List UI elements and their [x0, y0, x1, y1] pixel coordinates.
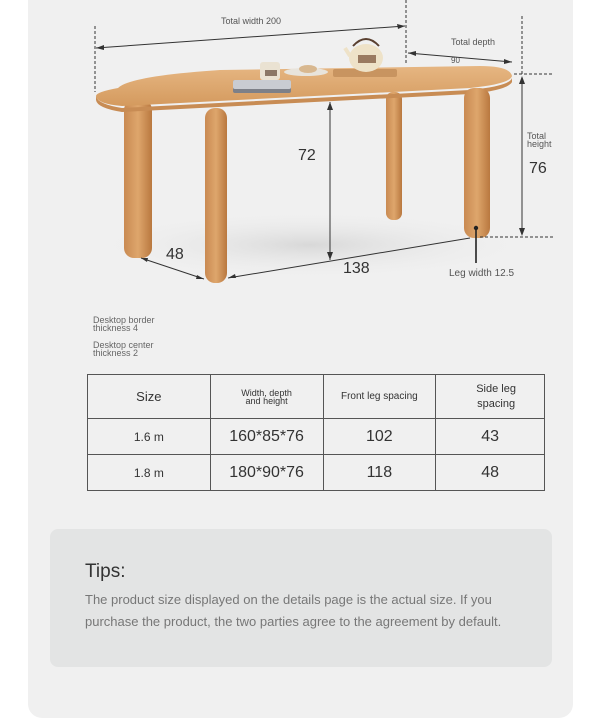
leg-height-value: 72 [298, 147, 316, 164]
total-height-value: 76 [529, 160, 547, 177]
tips-text: The product size displayed on the details page is the actual size. If you purchase the product, the two parties agree to the agreement by default. [85, 592, 502, 629]
cell-side-leg-spacing: 43 [436, 419, 545, 455]
header-size: Size [88, 375, 211, 419]
back-right-leg [386, 92, 402, 220]
front-left-leg [205, 108, 227, 283]
desktop-border-line2: thickness 4 [93, 323, 139, 333]
cell-front-leg-spacing: 102 [323, 419, 436, 455]
table-header-row [88, 375, 545, 419]
total-width-label: Total width 200 [221, 16, 282, 26]
tips-box [50, 529, 552, 667]
front-leg-spacing-value: 138 [343, 260, 370, 277]
desktop-center-note [93, 341, 154, 357]
header-side-leg-spacing [436, 375, 545, 419]
back-left-leg [124, 100, 152, 258]
header-dimensions [210, 375, 323, 419]
cell-dimensions: 160*85*76 [210, 419, 323, 455]
header-front-leg-spacing: Front leg spacing [323, 375, 436, 419]
tips-title: Tips: [85, 561, 126, 582]
desktop-border-note [93, 316, 155, 332]
table-row [88, 419, 545, 455]
total-depth-label: Total depth [451, 37, 496, 47]
total-depth-value: 90 [451, 56, 460, 65]
total-height-label-line1: Total [527, 131, 547, 141]
cell-front-leg-spacing: 118 [323, 455, 436, 491]
size-spec-table [87, 374, 545, 491]
cell-side-leg-spacing: 48 [436, 455, 545, 491]
header-dimensions-line2: and height [245, 395, 288, 406]
header-side-line2: spacing [477, 397, 516, 410]
desktop-center-line1: Desktop center [93, 340, 154, 350]
header-side-line1: Side leg [476, 382, 516, 395]
header-dimensions-line1: Width, depth [241, 387, 292, 398]
total-height-label-line2: height [527, 139, 552, 149]
front-right-leg [464, 88, 490, 238]
side-leg-spacing-value: 48 [166, 246, 184, 263]
cell-size: 1.8 m [88, 455, 211, 491]
total-height-label [527, 132, 552, 148]
desktop-center-line2: thickness 2 [93, 348, 139, 358]
table-row [88, 455, 545, 491]
cell-dimensions: 180*90*76 [210, 455, 323, 491]
leg-width-label: Leg width 12.5 [449, 268, 515, 279]
cell-size: 1.6 m [88, 419, 211, 455]
desktop-border-line1: Desktop border [93, 315, 155, 325]
